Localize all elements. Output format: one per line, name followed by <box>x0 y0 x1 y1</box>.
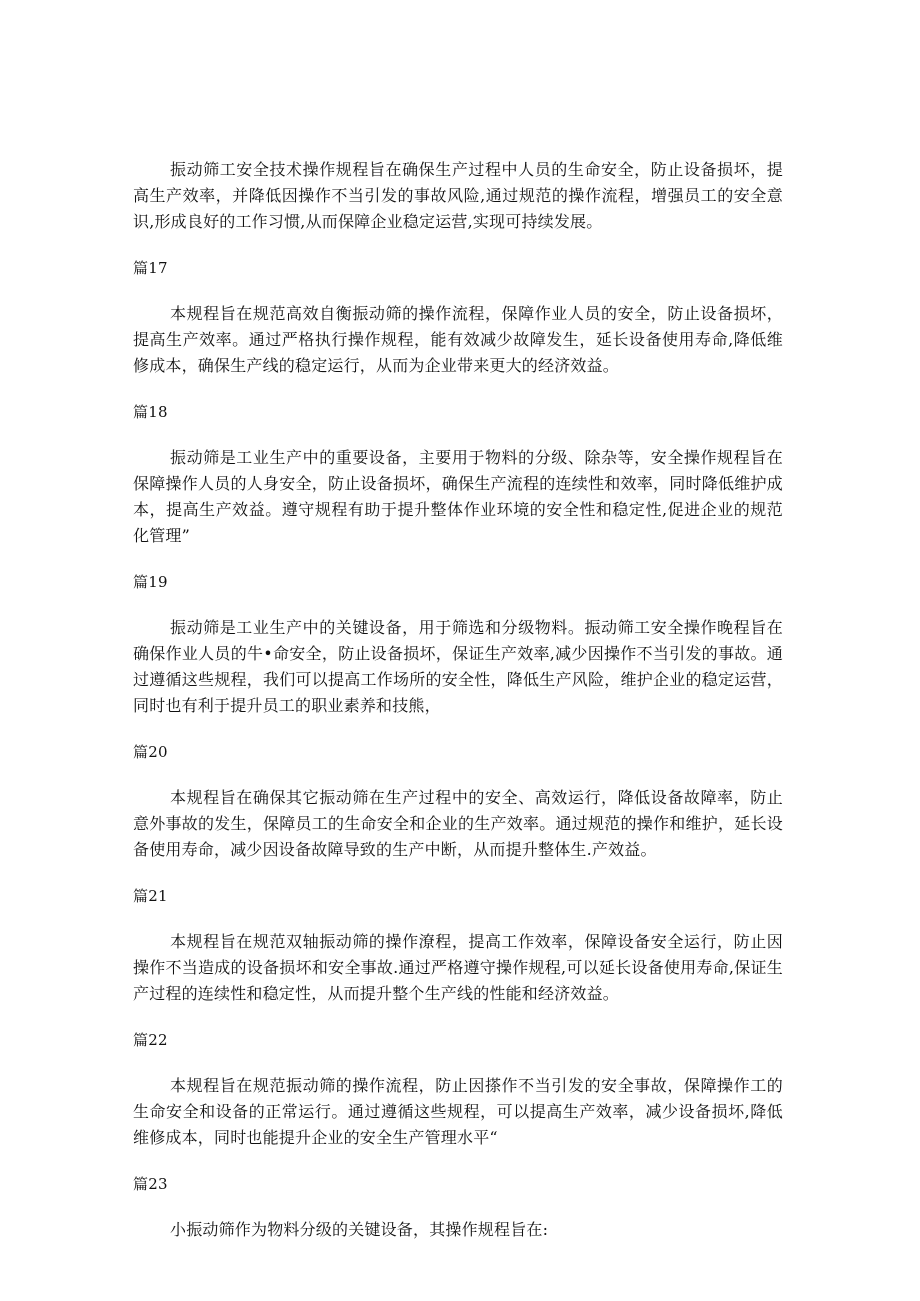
intro-paragraph: 振动筛工安全技术操作规程旨在确保生产过程中人员的生命安全，防止设备损坏，提高生产效率，并降低因操作不当引发的事故风险,通过规范的操作流程，增强员工的安全意识,形成良好的工作习惯,从而保障企业稳定运营,实现可持续发展。 <box>133 160 783 231</box>
section-paragraph-21: 本规程旨在规范双轴振动筛的操作潦程，提高工作效率，保障设备安全运行，防止因操作不当造成的设备损坏和安全事故.通过严格遵守操作规程,可以延长设备使用寿命,保证生产过程的连续性和稳定性，从而提升整个生产线的性能和经济效益。 <box>133 932 783 1003</box>
section-heading-20: 篇20 <box>133 743 168 761</box>
section-heading-18: 篇18 <box>133 403 168 421</box>
section-heading-22: 篇22 <box>133 1031 168 1049</box>
section-heading-17: 篇17 <box>133 259 168 277</box>
section-paragraph-19: 振动筛是工业生产中的关键设备，用于筛选和分级物料。振动筛工安全操作晚程旨在确保作业人员的牛•命安全，防止设备损坏，保证生产效率,减少因操作不当引发的事故。通过遵循这些规程，我们可以提高工作场所的安全性，降低生产风险，维护企业的稳定运营，同时也有利于提升员工的职业素养和技熊， <box>133 618 783 715</box>
section-heading-23: 篇23 <box>133 1175 168 1193</box>
section-heading-19: 篇19 <box>133 573 168 591</box>
section-paragraph-17: 本规程旨在规范高效自衡振动筛的操作流程，保障作业人员的安全，防止设备损坏，提高生产效率。通过严格执行操作规程，能有效减少故障发生，延长设备使用寿命,降低维修成本，确保生产线的稳定运行，从而为企业带来更大的经济效益。 <box>133 304 783 375</box>
section-paragraph-22: 本规程旨在规范振动筛的操作流程，防止因搽作不当引发的安全事故，保障操作工的生命安全和设备的正常运行。通过遵循这些规程，可以提高生产效率，减少设备损坏,降低维修成本，同时也能提升企业的安全生产管理水平“ <box>133 1076 783 1147</box>
section-paragraph-23: 小振动筛作为物料分级的关键设备，其操作规程旨在: <box>170 1220 549 1239</box>
section-heading-21: 篇21 <box>133 887 168 905</box>
section-paragraph-18: 振动筛是工业生产中的重要设备，主要用于物料的分级、除杂等，安全操作规程旨在保障操作人员的人身安全，防止设备损坏，确保生产流程的连续性和效率，同时降低维护成本，提高生产效益。遵守规程有助于提升整体作业环境的安全性和稳定性,促进企业的规范化管理” <box>133 448 783 545</box>
document-body <box>133 157 783 1243</box>
section-paragraph-20: 本规程旨在确保其它振动筛在生产过程中的安全、高效运行，降低设备故障率，防止意外事故的发生，保障员工的生命安全和企业的生产效率。通过规范的操作和维护，延长设备使用寿命，减少因设备故障导致的生产中断，从而提升整体生.产效益。 <box>133 788 783 859</box>
